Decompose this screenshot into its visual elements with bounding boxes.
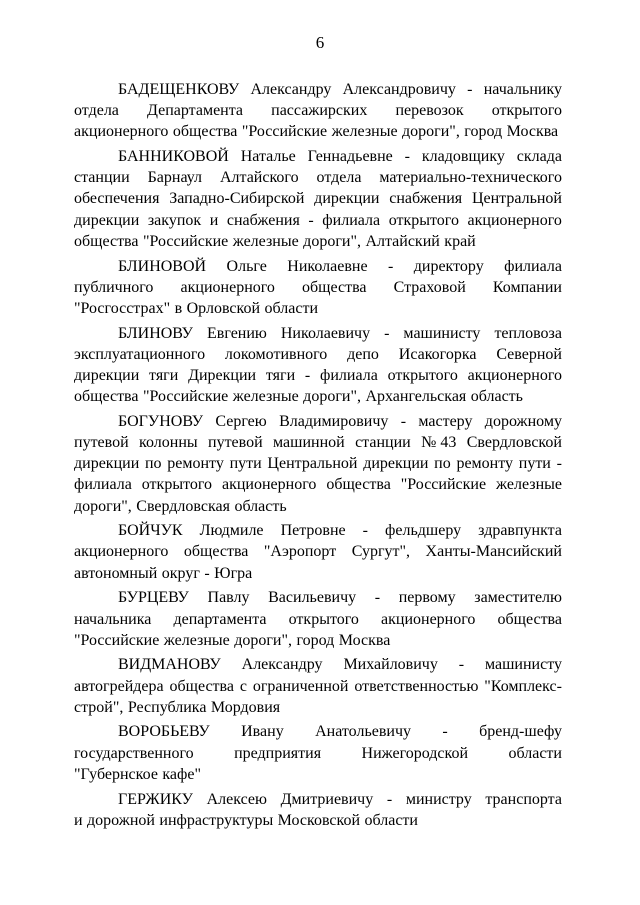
word: ограниченной	[252, 677, 349, 695]
word: первому	[398, 589, 456, 607]
word: дирекции	[314, 190, 380, 208]
text-line	[74, 167, 562, 188]
word: дороги",	[402, 123, 460, 141]
text-line	[74, 146, 562, 167]
word: в	[174, 299, 183, 317]
word: -	[384, 324, 390, 342]
word: отдела	[316, 169, 362, 187]
word: Ольге	[226, 257, 267, 275]
word: мастеру	[418, 412, 473, 430]
word: БОГУНОВУ	[118, 412, 204, 430]
word: "Российские	[241, 123, 328, 141]
word: дирекции	[74, 366, 140, 384]
text-line	[74, 323, 562, 344]
word: Исакогорка	[398, 345, 477, 363]
word: -	[204, 564, 210, 582]
word: ремонту	[167, 455, 224, 473]
word: государственного	[74, 744, 194, 762]
word: общества	[183, 543, 249, 561]
word: дороги",	[303, 388, 361, 406]
word: Павлу	[207, 589, 250, 607]
list-item	[74, 654, 562, 718]
word: Николаевне	[287, 257, 368, 275]
word: филиала	[74, 476, 132, 494]
text-line	[74, 256, 562, 277]
word: акционерного	[74, 543, 169, 561]
text-line	[74, 432, 562, 453]
word: Сургут",	[351, 543, 411, 561]
word: БАННИКОВОЙ	[118, 148, 229, 166]
word: "Комплекс-	[484, 677, 562, 695]
word: путевой	[74, 434, 129, 451]
word: начальника	[74, 610, 152, 628]
text-line	[74, 188, 562, 209]
word: по	[144, 455, 162, 473]
word: склада	[516, 148, 562, 166]
word: Северной	[496, 345, 562, 363]
word: -	[467, 81, 473, 98]
word: Западно-Сибирской	[169, 190, 305, 208]
word: Москва	[338, 631, 391, 649]
word: -	[304, 366, 311, 384]
list-item	[74, 79, 562, 143]
word: области	[264, 299, 318, 317]
word: машинисту	[403, 324, 481, 342]
text-line	[74, 411, 562, 432]
word: филиала	[504, 257, 562, 275]
word: материально-технического	[379, 169, 562, 187]
word: открытого	[387, 366, 458, 384]
text-line	[74, 810, 562, 831]
word: Геннадьевне	[307, 148, 393, 166]
word: -	[387, 257, 394, 275]
word: общества	[169, 677, 234, 695]
word: бренд-шефу	[479, 723, 562, 741]
text-line	[74, 386, 562, 407]
word: общества	[326, 476, 391, 494]
word: по	[434, 455, 451, 473]
word: Анатольевичу	[315, 723, 411, 741]
text-line	[74, 697, 562, 718]
text-line	[74, 587, 562, 608]
word: дирекции	[363, 455, 429, 473]
word: "Российские	[400, 476, 487, 494]
word: транспорта	[485, 790, 562, 808]
word: Республика	[127, 698, 207, 716]
text-line	[74, 453, 562, 474]
word: строй",	[74, 698, 124, 716]
word: открытого	[491, 102, 562, 120]
word: открытого	[388, 211, 459, 229]
word: Барнаул	[147, 169, 203, 187]
word: -	[374, 589, 381, 607]
word: -	[556, 455, 562, 473]
word: снабжения	[226, 211, 300, 229]
word: Дмитриевичу	[280, 790, 374, 808]
word: открытого	[288, 610, 359, 628]
word: общества	[74, 388, 139, 406]
word: департамента	[173, 610, 267, 628]
word: город	[464, 123, 503, 141]
word: Алтайского	[219, 169, 299, 187]
list-item	[74, 721, 562, 785]
word: акционерного	[381, 610, 476, 628]
word: станции	[74, 169, 130, 187]
word: Петровне	[280, 522, 346, 540]
word: пути	[229, 455, 262, 473]
list-item	[74, 146, 562, 252]
word: начальнику	[483, 81, 562, 98]
word: акционерного	[180, 278, 275, 296]
word: Ивану	[241, 723, 284, 741]
text-line	[74, 365, 562, 386]
word: инфраструктуры	[159, 811, 274, 829]
word: Николаевичу	[280, 324, 371, 342]
word: депо	[347, 345, 379, 363]
word: дирекции	[74, 455, 140, 473]
word: железные	[232, 232, 299, 250]
word: тяги	[265, 366, 296, 384]
text-line	[74, 496, 562, 517]
word: Ханты-Мансийский	[425, 543, 562, 561]
word: автономный	[74, 564, 158, 582]
word: эксплуатационного	[74, 345, 206, 363]
word: ВИДМАНОВУ	[118, 656, 221, 674]
word: Евгению	[207, 324, 267, 342]
word: БУРЦЕВУ	[118, 589, 189, 607]
word: акционерного	[467, 366, 562, 384]
word: кладовщику	[421, 148, 505, 166]
word: открытого	[141, 476, 213, 494]
word: БЛИНОВОЙ	[118, 257, 207, 275]
word: Александру	[241, 656, 323, 674]
text-line	[74, 474, 562, 495]
word: общества	[302, 278, 367, 296]
word: Московской	[277, 811, 361, 829]
word: -	[442, 723, 448, 741]
word: Алексею	[206, 790, 267, 808]
word: тяги	[149, 366, 179, 384]
word: акционерного	[74, 123, 169, 141]
word: край	[444, 232, 476, 250]
word: "Российские	[142, 388, 229, 406]
word: -	[400, 412, 407, 430]
text-line	[74, 630, 562, 651]
word: акционерного	[467, 211, 562, 229]
word: министру	[405, 790, 472, 808]
text-line	[74, 210, 562, 231]
word: "Российские	[142, 232, 229, 250]
word: дороги",	[74, 497, 132, 515]
word: Васильевичу	[268, 589, 357, 607]
word: ГЕРЖИКУ	[118, 790, 193, 808]
word: ВОРОБЬЕВУ	[118, 723, 210, 741]
word: колонны	[139, 434, 198, 451]
word: Людмиле	[199, 522, 264, 540]
text-line	[74, 79, 562, 100]
word: ответственностью	[354, 677, 479, 695]
word: филиала	[322, 211, 381, 229]
word: Александру	[250, 81, 332, 98]
word: дорожной	[87, 811, 155, 829]
word: -	[404, 148, 410, 166]
word: директору	[413, 257, 484, 275]
text-line	[74, 789, 562, 810]
word: Департамента	[147, 102, 244, 120]
word: тепловоза	[494, 324, 562, 342]
text-line	[74, 344, 562, 365]
award-list	[74, 79, 562, 834]
word: закупок	[147, 211, 202, 229]
word: округ	[161, 564, 200, 582]
word: -	[362, 522, 368, 540]
word: Компании	[492, 278, 562, 296]
word: Наталье	[240, 148, 296, 166]
word: пути	[518, 455, 551, 473]
word: машинисту	[484, 656, 562, 674]
word: БАДЕЩЕНКОВУ	[118, 81, 240, 98]
text-line	[74, 541, 562, 562]
word: "Российские	[74, 631, 160, 649]
word: железные	[496, 476, 562, 494]
list-item	[74, 411, 562, 517]
word: локомотивного	[224, 345, 328, 363]
word: и	[209, 211, 219, 229]
word: "Росгосстрах"	[74, 299, 171, 317]
list-item	[74, 256, 562, 320]
list-item	[74, 587, 562, 651]
word: перевозок	[395, 102, 464, 120]
word: дороги",	[303, 232, 361, 250]
word: филиала	[320, 366, 378, 384]
word: области	[364, 811, 418, 829]
word: Архангельская	[365, 388, 467, 406]
word: снабжения	[389, 190, 463, 208]
word: заместителю	[474, 589, 562, 607]
word: "Аэропорт	[263, 543, 337, 561]
word: "Губернское	[74, 765, 158, 783]
word: -	[458, 656, 465, 674]
word: железные	[163, 631, 230, 649]
word: станции	[355, 434, 411, 451]
text-line	[74, 298, 562, 319]
list-item	[74, 789, 562, 831]
word: Мордовия	[210, 698, 281, 716]
list-item	[74, 323, 562, 408]
word: путевой	[208, 434, 263, 451]
word: здравпункта	[478, 522, 562, 540]
word: общества	[497, 610, 562, 628]
word: отдела	[74, 102, 119, 120]
word: Алтайский	[365, 232, 440, 250]
text-line	[74, 100, 562, 121]
word: Владимировичу	[279, 412, 389, 430]
word: предприятия	[234, 744, 322, 762]
list-item	[74, 520, 562, 584]
word: публичного	[74, 278, 154, 296]
word: железные	[232, 388, 299, 406]
text-line	[74, 277, 562, 298]
text-line	[74, 764, 562, 785]
word: обеспечения	[74, 190, 160, 208]
text-line	[74, 609, 562, 630]
word: -	[386, 790, 393, 808]
word: Орловской	[186, 299, 261, 317]
word: кафе"	[162, 765, 202, 783]
word: фельдшеру	[385, 522, 462, 540]
word: железные	[331, 123, 398, 141]
word: Страховой	[393, 278, 466, 296]
word: Свердловская	[136, 497, 230, 515]
text-line	[74, 563, 562, 584]
word: акционерного	[221, 476, 317, 494]
word: ремонту	[456, 455, 514, 473]
word: Центральной	[267, 455, 358, 473]
word: город	[296, 631, 335, 649]
word: общества	[74, 232, 139, 250]
word: и	[74, 811, 83, 829]
word: пассажирских	[271, 102, 368, 120]
word: области	[508, 744, 562, 762]
word: № 43	[421, 434, 457, 451]
word: с	[239, 677, 247, 695]
word: Александровичу	[342, 81, 456, 98]
word: дорожному	[484, 412, 562, 430]
page-number: 6	[315, 33, 325, 52]
word: БОЙЧУК	[118, 522, 183, 540]
text-line	[74, 121, 562, 142]
text-line	[74, 231, 562, 252]
word: Дирекции	[188, 366, 257, 384]
word: Нижегородской	[361, 744, 469, 762]
word: Сергею	[215, 412, 267, 430]
text-line	[74, 520, 562, 541]
word: Свердловской	[466, 434, 562, 451]
text-line	[74, 721, 562, 742]
word: машинной	[273, 434, 345, 451]
word: автогрейдера	[74, 677, 164, 695]
word: БЛИНОВУ	[118, 324, 194, 342]
word: дороги",	[234, 631, 292, 649]
text-line	[74, 654, 562, 675]
text-line	[74, 743, 562, 764]
word: Михайловичу	[343, 656, 438, 674]
word: область	[470, 388, 523, 406]
word: -	[308, 211, 314, 229]
text-line	[74, 676, 562, 697]
word: Центральной	[471, 190, 562, 208]
word: общества	[172, 123, 238, 141]
word: дирекции	[74, 211, 140, 229]
word: область	[234, 497, 287, 515]
word: Югра	[214, 564, 253, 582]
word: Москва	[506, 123, 559, 141]
